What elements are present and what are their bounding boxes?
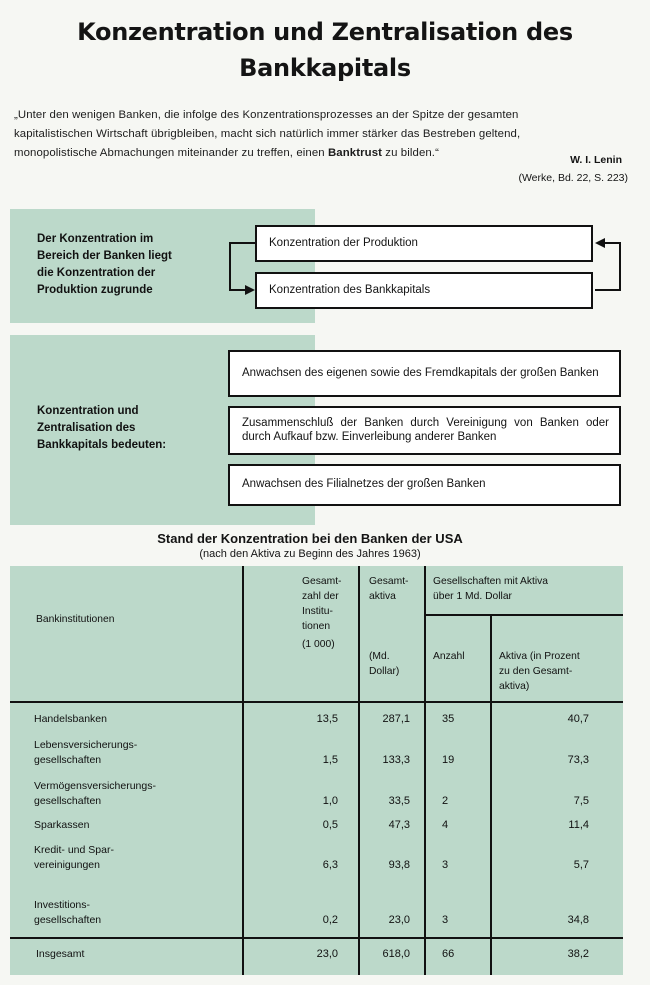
panel2-label: Konzentration und Zentralisation des Bankkapitals bedeuten: <box>37 405 167 451</box>
cell-prozent: 34,8 <box>567 914 589 926</box>
panel1-label: Der Konzentration im Bereich der Banken liegt die Konzentration der Produktion zugrunde <box>37 233 172 296</box>
box-konzentration-produktion: Konzentration der Produktion <box>255 225 593 262</box>
cell-zahl: 1,0 <box>322 795 338 807</box>
box-zusammenschluss: Zusammenschluß der Banken durch Vereinigung von Banken oder durch Aufkauf bzw. Einverleibung anderer Banken <box>228 406 621 455</box>
cell-prozent: 5,7 <box>573 859 589 871</box>
cell-zahl: 0,2 <box>322 914 338 926</box>
row-name: Investitions- gesellschaften <box>34 899 102 926</box>
cell-zahl: 13,5 <box>316 713 338 725</box>
quote-source: (Werke, Bd. 22, S. 223) <box>518 172 628 184</box>
row-name: Kredit- und Spar- vereinigungen <box>34 844 114 871</box>
cell-anzahl: 3 <box>442 859 449 871</box>
cell-aktiva: 33,5 <box>388 795 410 807</box>
total-aktiva: 618,0 <box>382 948 410 960</box>
page-title: Konzentration und Zentralisation des Bankkapitals <box>77 18 573 82</box>
quote-author: W. I. Lenin <box>570 154 622 166</box>
header-bankinstitutionen: Bankinstitutionen <box>36 614 115 625</box>
box-anwachsen-kapital: Anwachsen des eigenen sowie des Fremdkapitals der großen Banken <box>228 350 621 397</box>
bank-table <box>10 566 623 975</box>
table-hline <box>424 614 623 616</box>
lenin-quote: „Unter den wenigen Banken, die infolge des Konzentrationsprozesses an der Spitze der gesamten kapitalistischen Wirtschaft übrigbleiben, macht sich natürlich immer stärker das Bestreben geltend, monopolistische Abmachungen miteinander zu treffen, einen Banktrust zu bilden.“ <box>14 109 521 159</box>
cell-zahl: 1,5 <box>322 754 338 766</box>
cell-anzahl: 35 <box>442 713 455 725</box>
cell-zahl: 6,3 <box>322 859 338 871</box>
header-gesamtzahl: Gesamt- zahl der Institu- tionen (1 000) <box>302 576 342 650</box>
total-label: Insgesamt <box>36 948 85 960</box>
header-gesellschaften: Gesellschaften mit Aktiva über 1 Md. Dollar <box>433 576 549 602</box>
table-hline <box>10 937 623 939</box>
cell-zahl: 0,5 <box>322 819 338 831</box>
cell-aktiva: 133,3 <box>382 754 410 766</box>
header-gesamtaktiva: Gesamt- aktiva <box>369 576 409 602</box>
table-vline <box>424 566 426 975</box>
total-anzahl: 66 <box>442 948 455 960</box>
cell-aktiva: 287,1 <box>382 713 410 725</box>
header-aktiva-prozent: Aktiva (in Prozent zu den Gesamt- aktiva) <box>499 651 580 692</box>
total-prozent: 38,2 <box>567 948 589 960</box>
row-name: Lebensversicherungs- gesellschaften <box>34 739 138 766</box>
cycle-arrows <box>0 0 650 330</box>
cell-anzahl: 19 <box>442 754 455 766</box>
cell-aktiva: 47,3 <box>388 819 410 831</box>
cell-aktiva: 93,8 <box>388 859 410 871</box>
header-aktiva-unit: (Md. Dollar) <box>369 651 400 677</box>
header-anzahl: Anzahl <box>433 651 465 662</box>
cell-anzahl: 4 <box>442 819 449 831</box>
cell-prozent: 7,5 <box>573 795 589 807</box>
row-name: Sparkassen <box>34 819 90 831</box>
total-zahl: 23,0 <box>316 948 338 960</box>
cell-prozent: 11,4 <box>568 819 589 831</box>
table-hline <box>10 701 623 703</box>
table-title: Stand der Konzentration bei den Banken der USA <box>157 531 463 546</box>
cell-prozent: 40,7 <box>567 713 589 725</box>
box-filialnetz: Anwachsen des Filialnetzes der großen Banken <box>228 464 621 506</box>
cell-anzahl: 3 <box>442 914 449 926</box>
cell-prozent: 73,3 <box>567 754 589 766</box>
cell-anzahl: 2 <box>442 795 449 807</box>
table-subtitle: (nach den Aktiva zu Beginn des Jahres 1963) <box>199 548 421 560</box>
row-name: Handelsbanken <box>34 713 107 725</box>
row-name: Vermögensversicherungs- gesellschaften <box>34 780 156 807</box>
cell-aktiva: 23,0 <box>388 914 410 926</box>
box-konzentration-bankkapital: Konzentration des Bankkapitals <box>255 272 593 309</box>
